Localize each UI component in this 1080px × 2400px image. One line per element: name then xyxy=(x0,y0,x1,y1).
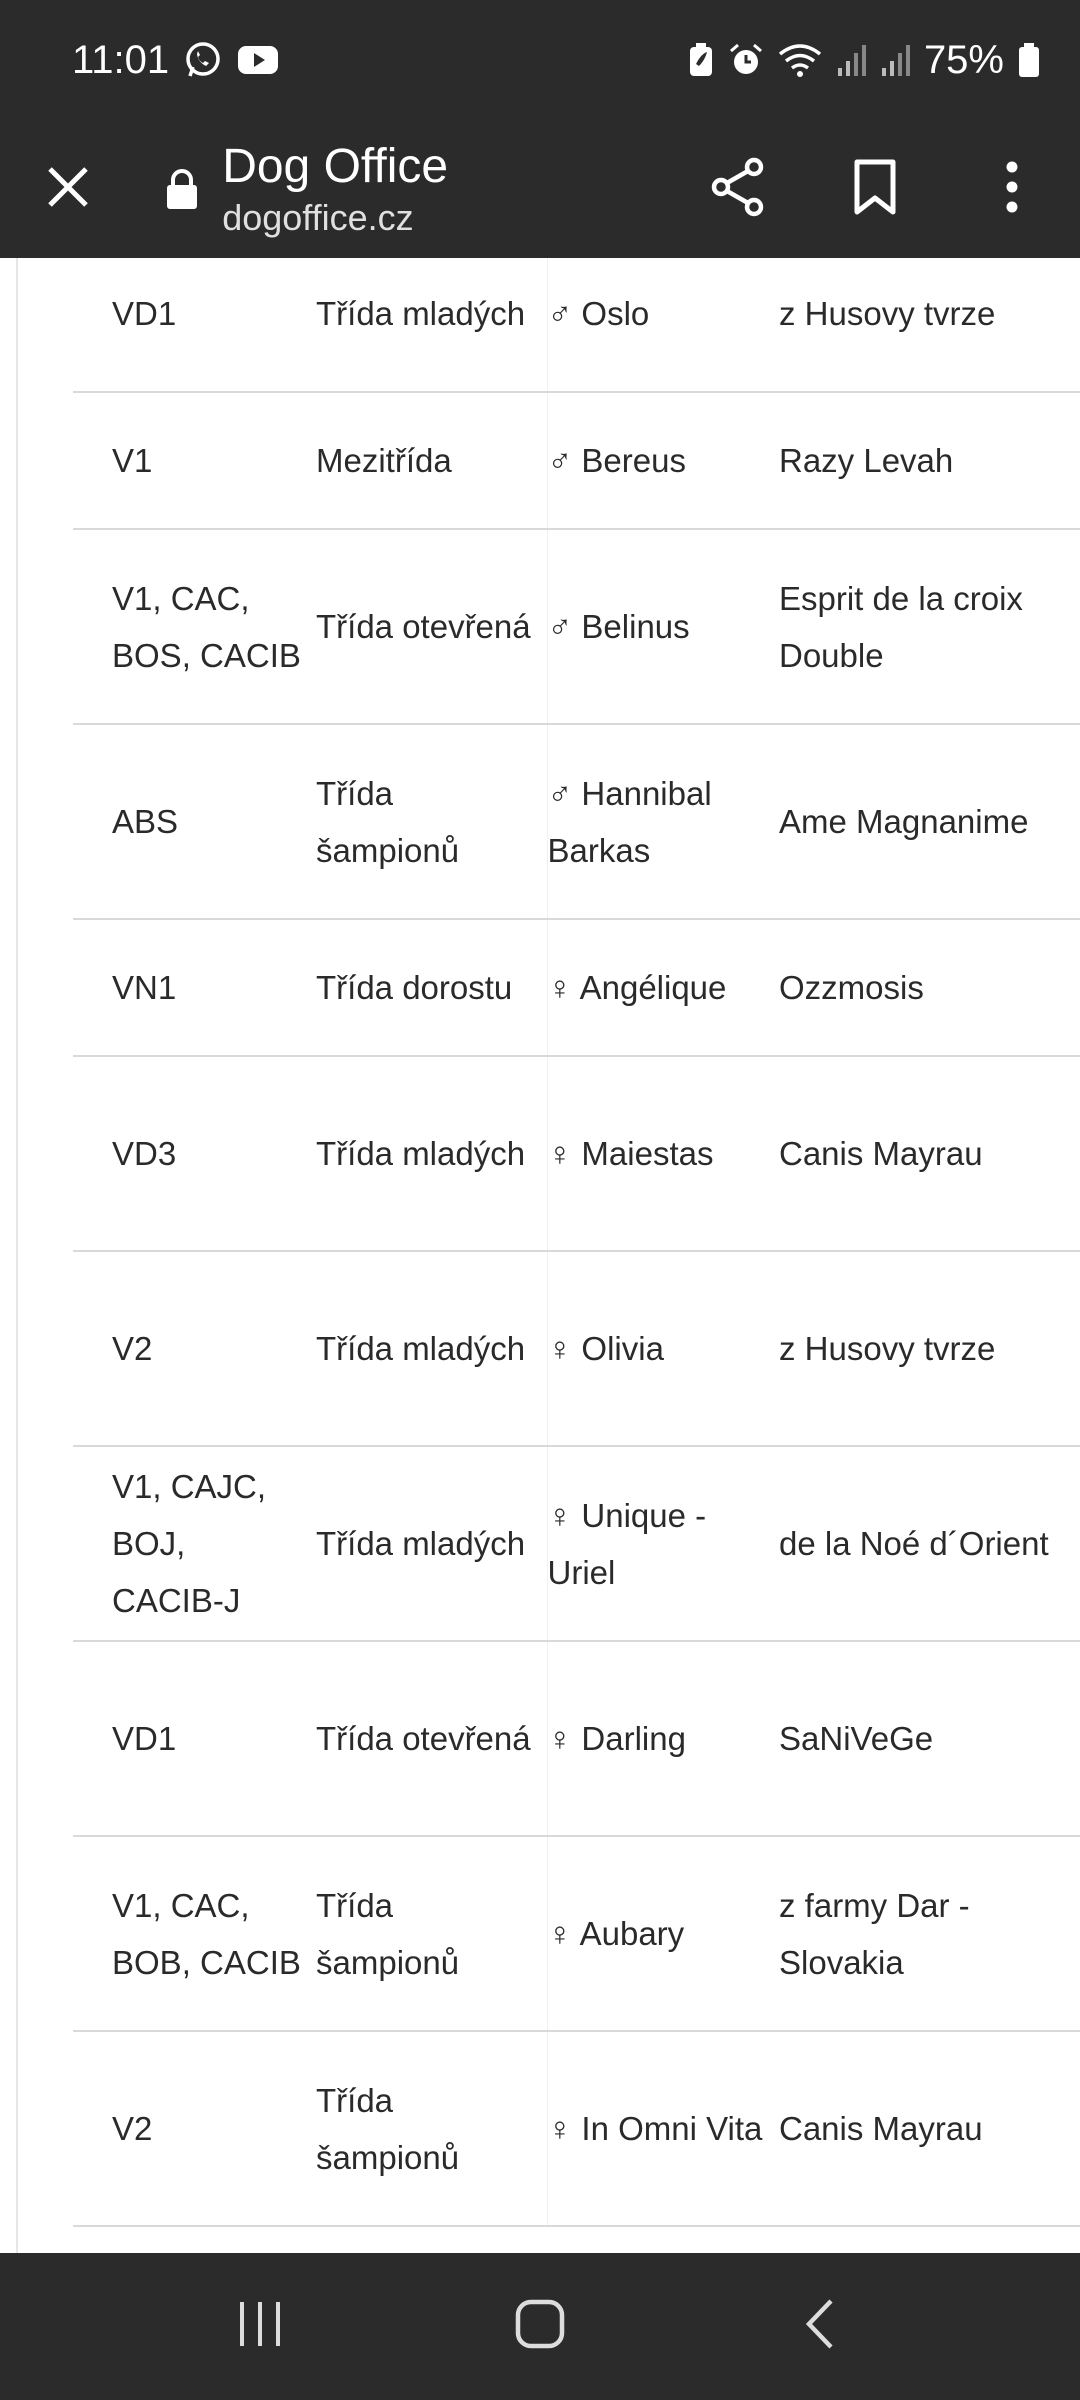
class-cell: Třída mladých xyxy=(316,258,547,392)
back-button[interactable] xyxy=(730,2253,910,2400)
rating-cell: VN1 xyxy=(73,919,316,1056)
bookmark-icon xyxy=(853,159,897,220)
rating-cell: V1, CAC, BOS, CACIB xyxy=(73,529,316,724)
dog-name-cell: ♀ Maiestas xyxy=(547,1056,779,1251)
class-cell: Třída dorostu xyxy=(316,919,547,1056)
table-row xyxy=(73,724,1080,919)
kennel-cell: Ame Magnanime xyxy=(779,724,1080,919)
status-time: 11:01 xyxy=(72,37,170,82)
class-cell: Třída šampionů xyxy=(316,724,547,919)
more-options-button[interactable] xyxy=(943,120,1080,258)
class-cell: Třída mladých xyxy=(316,1056,547,1251)
class-cell: Třída otevřená xyxy=(316,1641,547,1836)
class-cell: Třída šampionů xyxy=(316,1836,547,2031)
home-button[interactable] xyxy=(450,2253,630,2400)
navigation-bar xyxy=(0,2253,1080,2400)
table-row xyxy=(73,1641,1080,1836)
kennel-cell: Canis Mayrau xyxy=(779,2031,1080,2226)
class-cell: Mezitřída xyxy=(316,392,547,529)
dog-name-cell: ♂ Oslo xyxy=(547,258,779,392)
page-left-border xyxy=(16,258,18,2253)
table-row xyxy=(73,1836,1080,2031)
close-button[interactable] xyxy=(0,120,137,258)
rating-cell: VD1 xyxy=(73,1641,316,1836)
dog-name-cell: ♀ Unique - Uriel xyxy=(547,1446,779,1641)
kennel-cell: z Husovy tvrze xyxy=(779,1251,1080,1446)
table-row xyxy=(73,392,1080,529)
lock-icon[interactable] xyxy=(155,168,208,210)
table-row xyxy=(73,529,1080,724)
class-cell: Třída mladých xyxy=(316,1446,547,1641)
recent-apps-button[interactable] xyxy=(170,2253,350,2400)
signal-icon xyxy=(836,42,866,78)
rating-cell: V2 xyxy=(73,2031,316,2226)
close-icon xyxy=(46,165,90,214)
share-icon xyxy=(709,157,767,222)
dog-name-cell: ♀ Angélique xyxy=(547,919,779,1056)
kennel-cell: z farmy Dar - Slovakia xyxy=(779,1836,1080,2031)
table-row xyxy=(73,258,1080,392)
status-right xyxy=(688,38,1040,83)
dog-name-cell: ♂ Belinus xyxy=(547,529,779,724)
table-row xyxy=(73,919,1080,1056)
table-row xyxy=(73,1056,1080,1251)
rating-cell: VD3 xyxy=(73,1056,316,1251)
signal-icon xyxy=(880,42,910,78)
battery-icon xyxy=(1018,42,1040,78)
kennel-cell: de la Noé d´Orient xyxy=(779,1446,1080,1641)
rating-cell: V1, CAC, BOB, CACIB xyxy=(73,1836,316,2031)
bookmark-button[interactable] xyxy=(806,120,943,258)
table-row xyxy=(73,1446,1080,1641)
alarm-icon xyxy=(728,42,764,78)
page-info[interactable] xyxy=(222,138,669,240)
dog-name-cell: ♀ Darling xyxy=(547,1641,779,1836)
wifi-icon xyxy=(778,42,822,78)
custom-tab-toolbar xyxy=(0,120,1080,258)
rating-cell: ABS xyxy=(73,724,316,919)
kennel-cell: Esprit de la croix Double xyxy=(779,529,1080,724)
kennel-cell: SaNiVeGe xyxy=(779,1641,1080,1836)
youtube-icon xyxy=(237,44,279,76)
kennel-cell: Ozzmosis xyxy=(779,919,1080,1056)
recent-apps-icon xyxy=(236,2300,284,2353)
page-url: dogoffice.cz xyxy=(222,197,414,238)
kennel-cell: Razy Levah xyxy=(779,392,1080,529)
rating-cell: V2 xyxy=(73,1251,316,1446)
battery-percent: 75% xyxy=(923,37,1004,82)
battery-saver-icon xyxy=(688,42,714,78)
status-bar xyxy=(0,0,1080,120)
class-cell: Třída šampionů xyxy=(316,2031,547,2226)
table-row xyxy=(73,1251,1080,1446)
share-button[interactable] xyxy=(669,120,806,258)
home-icon xyxy=(515,2299,565,2354)
dog-name-cell: ♂ Bereus xyxy=(547,392,779,529)
class-cell: Třída mladých xyxy=(316,1251,547,1446)
web-content[interactable] xyxy=(0,258,1080,2253)
table-row xyxy=(73,2031,1080,2226)
dog-name-cell: ♀ Olivia xyxy=(547,1251,779,1446)
whatsapp-icon xyxy=(183,40,223,80)
more-vert-icon xyxy=(1004,161,1020,218)
back-icon xyxy=(803,2298,837,2355)
results-table xyxy=(73,258,1080,2227)
page-title: Dog Office xyxy=(222,140,449,193)
rating-cell: V1 xyxy=(73,392,316,529)
dog-name-cell: ♀ Aubary xyxy=(547,1836,779,2031)
dog-name-cell: ♂ Hannibal Barkas xyxy=(547,724,779,919)
rating-cell: V1, CAJC, BOJ, CACIB-J xyxy=(73,1446,316,1641)
rating-cell: VD1 xyxy=(73,258,316,392)
kennel-cell: Canis Mayrau xyxy=(779,1056,1080,1251)
kennel-cell: z Husovy tvrze xyxy=(779,258,1080,392)
dog-name-cell: ♀ In Omni Vita xyxy=(547,2031,779,2226)
status-left xyxy=(72,38,279,83)
class-cell: Třída otevřená xyxy=(316,529,547,724)
